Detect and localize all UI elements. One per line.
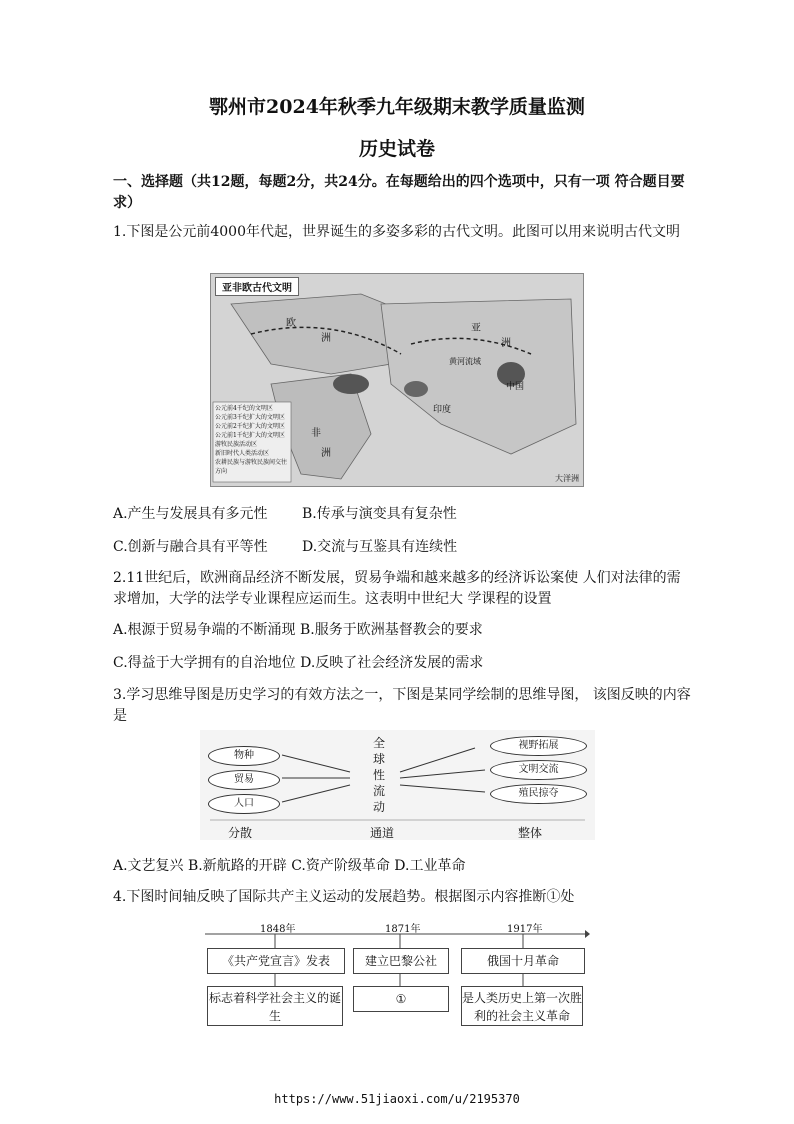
mm-bottom-label: 通道	[370, 826, 395, 840]
legend-item: 公元前3千纪扩大的文明区	[215, 414, 285, 421]
map-region-label: 亚	[471, 323, 481, 334]
exam-subtitle: 历史试卷	[358, 138, 435, 160]
legend-item: 公元前2千纪扩大的文明区	[215, 423, 285, 430]
map-region-label: 洲	[321, 448, 331, 459]
mm-left-item: 人口	[208, 794, 280, 814]
mm-center-char: 全	[372, 736, 385, 750]
mm-center-text	[372, 735, 386, 815]
map-region-label: 非	[311, 428, 321, 439]
ancient-civilization-map	[210, 273, 584, 487]
q2-options-ab[interactable]: A.根源于贸易争端的不断涌现 B.服务于欧洲基督教会的要求	[113, 622, 483, 638]
q1-option-c[interactable]: C.创新与融合具有平等性	[113, 539, 268, 555]
legend-item: 新旧时代人类活动区	[215, 450, 270, 457]
map-region-label: 印度	[433, 405, 452, 415]
timeline-note: 标志着科学社会主义的诞生	[207, 986, 343, 1026]
mind-map	[200, 730, 595, 840]
timeline-year: 1917年	[507, 924, 543, 935]
question-3: 3.学习思维导图是历史学习的有效方法之一，下图是某同学绘制的思维导图， 该图反映的内容是	[113, 687, 691, 724]
q1-option-d[interactable]: D.交流与互鉴具有连续性	[302, 539, 458, 555]
map-corner-label: 大洋洲	[555, 474, 579, 483]
timeline-year: 1871年	[385, 924, 421, 935]
mm-right-item: 殖民掠夺	[490, 784, 587, 804]
mm-left-item: 贸易	[208, 770, 280, 790]
mm-center-char: 流	[372, 784, 385, 798]
timeline-figure	[205, 918, 590, 1033]
mm-bottom-label: 整体	[518, 826, 543, 840]
map-legend	[215, 404, 289, 476]
map-region-label: 中国	[506, 382, 525, 392]
timeline-year: 1848年	[260, 924, 296, 935]
mm-center-char: 动	[372, 800, 385, 814]
question-4: 4.下图时间轴反映了国际共产主义运动的发展趋势。根据图示内容推断①处	[113, 889, 575, 905]
timeline-event: 建立巴黎公社	[353, 948, 449, 974]
q3-options[interactable]: A.文艺复兴 B.新航路的开辟 C.资产阶级革命 D.工业革命	[113, 858, 466, 874]
mm-right-item: 文明交流	[490, 760, 587, 780]
map-region-label: 欧	[286, 318, 296, 329]
q1-option-b[interactable]: B.传承与演变具有复杂性	[302, 506, 457, 522]
map-title: 亚非欧古代文明	[215, 277, 299, 296]
legend-item: 农耕民族与游牧民族间交往方向	[215, 459, 288, 475]
mm-bottom-label: 分散	[228, 826, 253, 840]
mm-center-char: 球	[372, 752, 385, 766]
timeline-note-blank: ①	[353, 986, 449, 1012]
question-1: 1.下图是公元前4000年代起，世界诞生的多姿多彩的古代文明。此图可以用来说明古代文明	[113, 224, 680, 240]
mm-left-item: 物种	[208, 746, 280, 766]
source-url[interactable]: https://www.51jiaoxi.com/u/2195370	[274, 1092, 520, 1106]
mm-right-item: 视野拓展	[490, 736, 587, 756]
legend-item: 公元前4千纪的文明区	[215, 405, 273, 412]
section-heading: 一、选择题（共12题，每题2分，共24分。在每题给出的四个选项中，只有一项 符合题目要求）	[113, 174, 685, 211]
timeline-event: 俄国十月革命	[461, 948, 585, 974]
q1-option-a[interactable]: A.产生与发展具有多元性	[113, 506, 268, 522]
timeline-note: 是人类历史上第一次胜利的社会主义革命	[461, 986, 583, 1026]
exam-title: 鄂州市2024年秋季九年级期末教学质量监测	[209, 96, 585, 118]
q2-options-cd[interactable]: C.得益于大学拥有的自治地位 D.反映了社会经济发展的需求	[113, 655, 484, 671]
map-region-label: 洲	[501, 338, 511, 349]
timeline-event: 《共产党宣言》发表	[207, 948, 345, 974]
legend-item: 公元前1千纪扩大的文明区	[215, 432, 285, 439]
legend-item: 游牧民族活动区	[215, 441, 258, 448]
map-region-label: 黄河流域	[449, 357, 481, 366]
map-region-label: 洲	[321, 333, 331, 344]
mm-center-char: 性	[372, 768, 385, 782]
question-2: 2.11世纪后，欧洲商品经济不断发展，贸易争端和越来越多的经济诉讼案使 人们对法律的需求增加，大学的法学专业课程应运而生。这表明中世纪大 学课程的设置	[113, 570, 681, 607]
